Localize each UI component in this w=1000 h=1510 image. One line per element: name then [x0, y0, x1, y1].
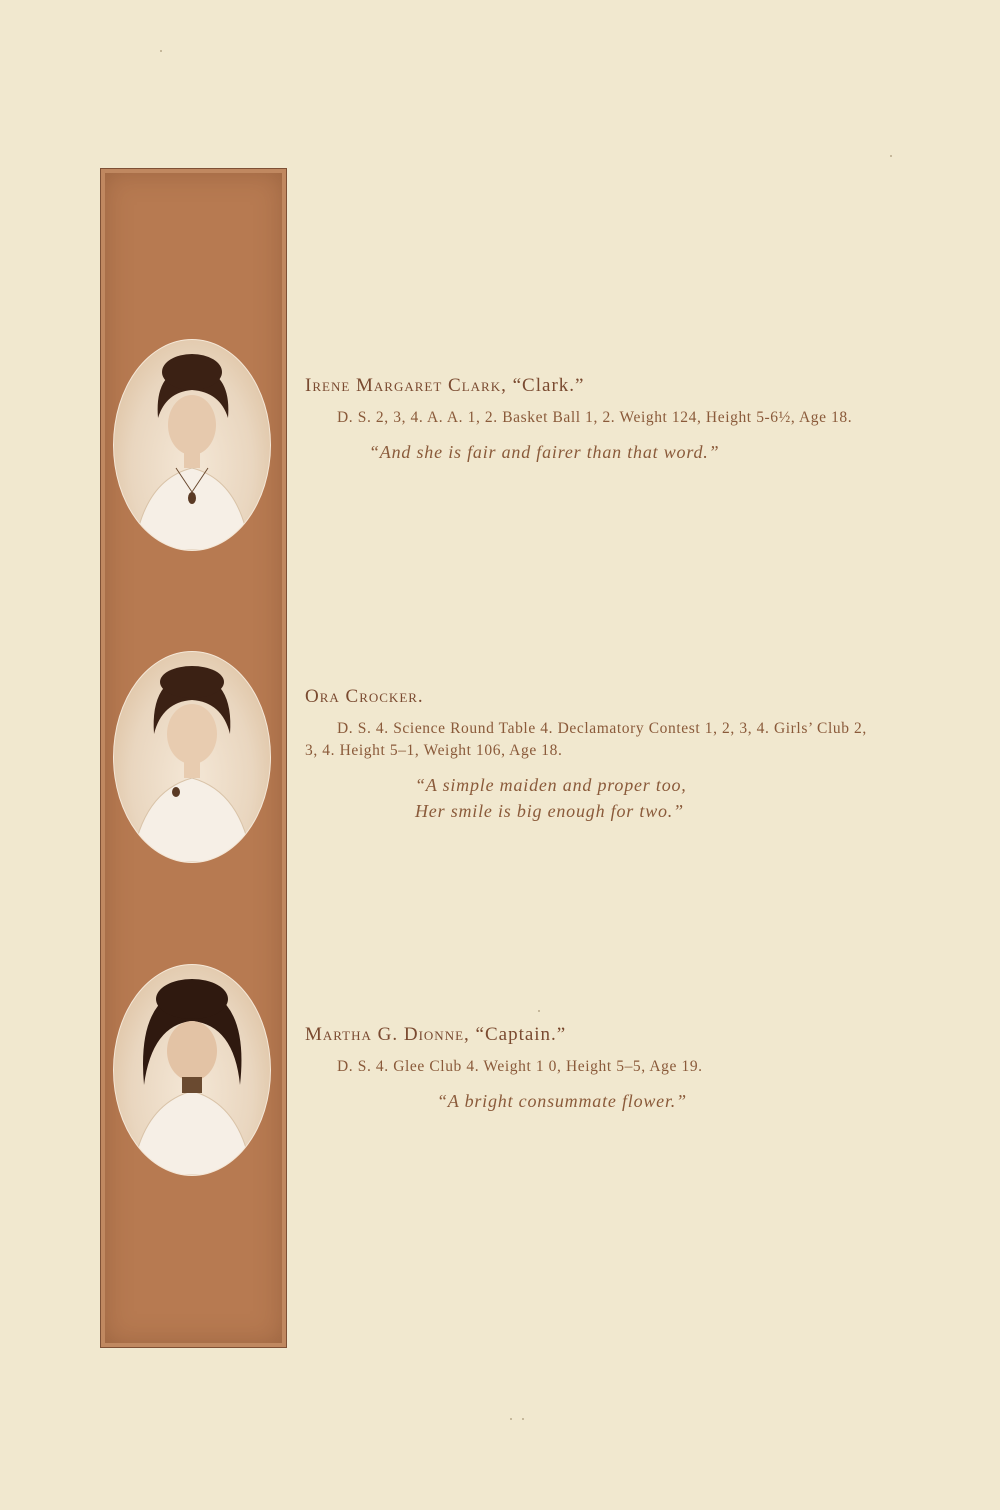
paper-speck	[890, 155, 892, 157]
student-quote	[305, 772, 875, 824]
quote-line: Her smile is big enough for two.”	[415, 801, 684, 821]
student-details: D. S. 4. Science Round Table 4. Declamatory Contest 1, 2, 3, 4. Girls’ Club 2, 3, 4. Height 5–1, Weight 106, Age 18.	[305, 720, 867, 759]
student-name-caps: Ora Crocker.	[305, 686, 424, 707]
portrait-martha-dionne	[113, 964, 271, 1176]
portrait-ora-crocker	[113, 651, 271, 863]
student-name	[305, 686, 875, 708]
portrait-figure	[114, 965, 270, 1175]
student-quote	[305, 1088, 875, 1114]
quote-line: “A bright consummate flower.”	[437, 1091, 687, 1111]
student-entry	[305, 1024, 875, 1114]
portrait-figure	[114, 340, 270, 550]
student-name	[305, 1024, 875, 1046]
student-entry	[305, 375, 875, 465]
student-quote	[305, 439, 875, 465]
paper-speck	[522, 1418, 524, 1420]
portrait-irene-clark	[113, 339, 271, 551]
portrait-strip	[100, 168, 287, 1348]
quote-line: “A simple maiden and proper too,	[415, 775, 687, 795]
student-entry	[305, 686, 875, 824]
paper-speck	[160, 50, 162, 52]
student-details: D. S. 2, 3, 4. A. A. 1, 2. Basket Ball 1, 2. Weight 124, Height 5-6½, Age 18.	[337, 409, 853, 426]
student-details: D. S. 4. Glee Club 4. Weight 1 0, Height 5–5, Age 19.	[337, 1058, 703, 1075]
student-name	[305, 375, 875, 397]
paper-speck	[538, 1010, 540, 1012]
student-name-caps: Irene Margaret Clark,	[305, 375, 507, 396]
student-nickname: “Captain.”	[475, 1024, 567, 1045]
student-nickname: “Clark.”	[512, 375, 585, 396]
paper-speck	[510, 1418, 512, 1420]
student-name-caps: Martha G. Dionne,	[305, 1024, 470, 1045]
portrait-figure	[114, 652, 270, 862]
quote-line: “And she is fair and fairer than that word.”	[369, 442, 720, 462]
